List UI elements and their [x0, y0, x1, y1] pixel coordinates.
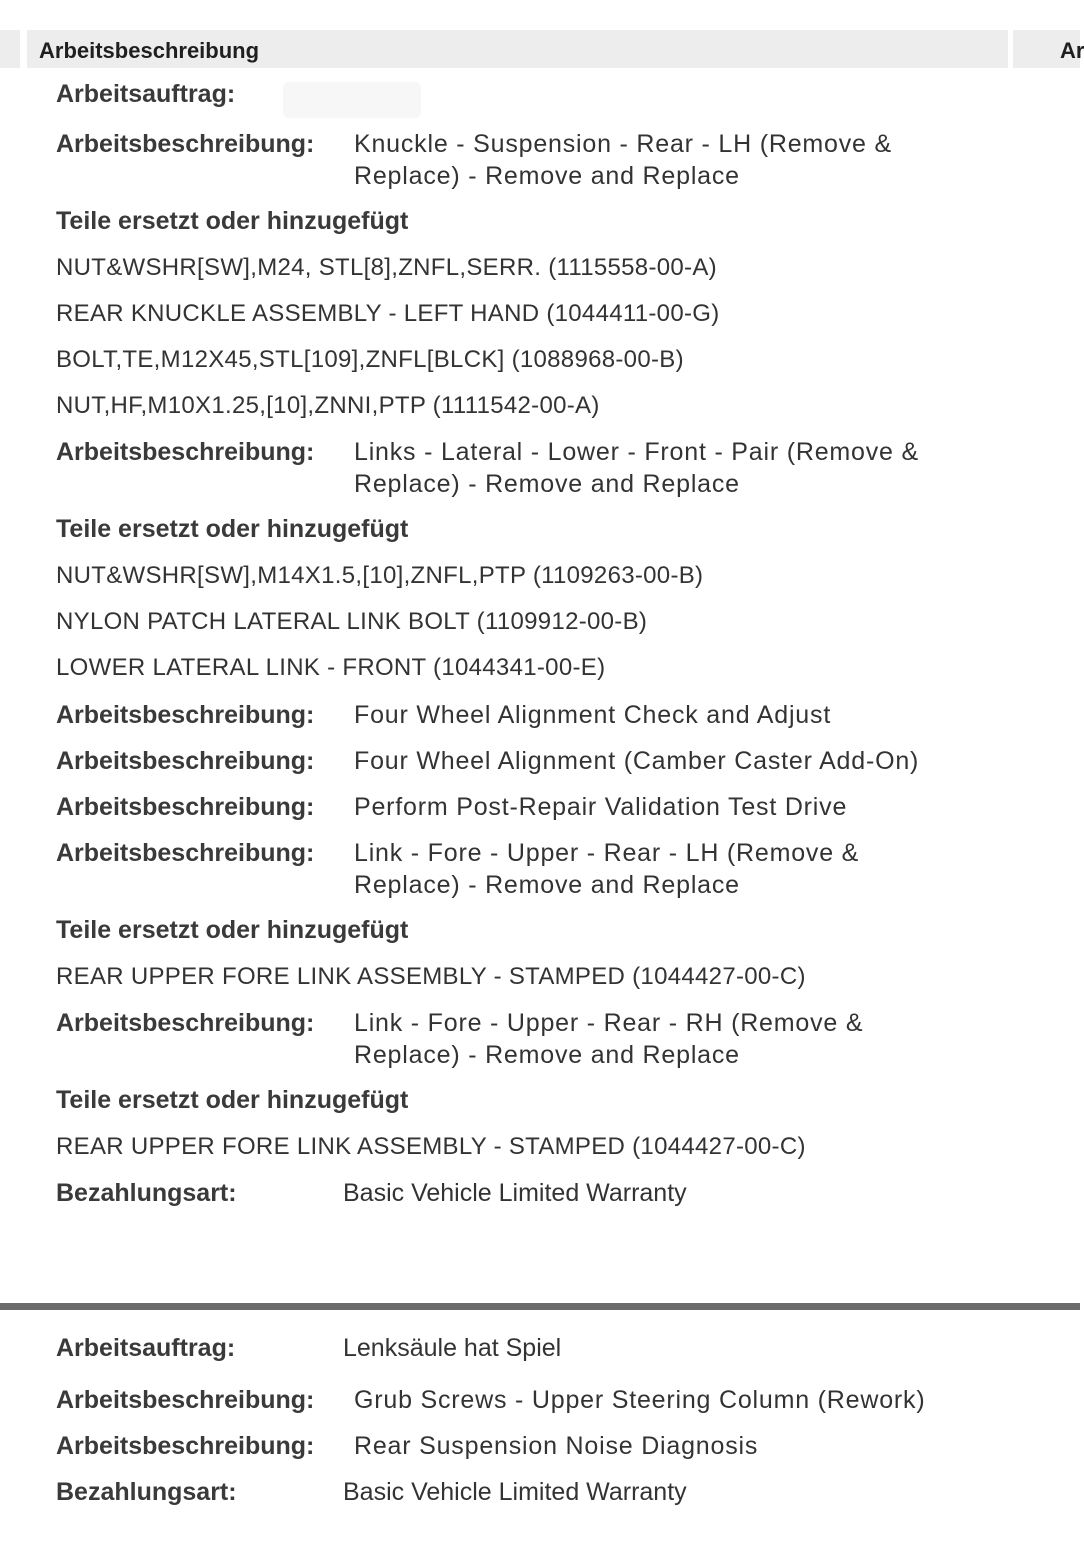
job-description-line: Replace) - Remove and Replace	[354, 162, 740, 190]
job-description-label: Arbeitsbeschreibung:	[56, 1432, 315, 1460]
job-description-label: Arbeitsbeschreibung:	[56, 1009, 315, 1037]
job-description-line: Perform Post-Repair Validation Test Drive	[354, 793, 848, 821]
job-description-line: Link - Fore - Upper - Rear - LH (Remove &	[354, 839, 860, 867]
work-order-label: Arbeitsauftrag:	[56, 80, 236, 108]
job-description-label: Arbeitsbeschreibung:	[56, 839, 315, 867]
job-description-label: Arbeitsbeschreibung:	[56, 793, 315, 821]
header-cell-right	[1013, 30, 1084, 68]
header-cell-main	[27, 30, 1008, 68]
payment-type-label: Bezahlungsart:	[56, 1179, 237, 1207]
job-description-line: Knuckle - Suspension - Rear - LH (Remove &	[354, 130, 892, 158]
parts-heading: Teile ersetzt oder hinzugefügt	[56, 916, 409, 944]
table-header	[0, 30, 1084, 68]
part-item: NUT&WSHR[SW],M14X1.5,[10],ZNFL,PTP (1109263-00-B)	[56, 562, 704, 589]
job-description-line: Link - Fore - Upper - Rear - RH (Remove &	[354, 1009, 864, 1037]
header-title: Arbeitsbeschreibung	[39, 38, 260, 63]
job-description-label: Arbeitsbeschreibung:	[56, 701, 315, 729]
job-description-label: Arbeitsbeschreibung:	[56, 130, 315, 158]
job-description-line: Four Wheel Alignment Check and Adjust	[354, 701, 832, 729]
job-description-label: Arbeitsbeschreibung:	[56, 438, 315, 466]
part-item: REAR UPPER FORE LINK ASSEMBLY - STAMPED (1044427-00-C)	[56, 963, 806, 990]
job-description-line: Rear Suspension Noise Diagnosis	[354, 1432, 759, 1460]
job-description-line: Four Wheel Alignment (Camber Caster Add-On)	[354, 747, 920, 775]
work-order-label: Arbeitsauftrag:	[56, 1334, 236, 1362]
parts-heading: Teile ersetzt oder hinzugefügt	[56, 1086, 409, 1114]
part-item: BOLT,TE,M12X45,STL[109],ZNFL[BLCK] (1088968-00-B)	[56, 346, 684, 373]
job-description-label: Arbeitsbeschreibung:	[56, 747, 315, 775]
header-right-title: Ar	[1060, 38, 1084, 63]
part-item: REAR UPPER FORE LINK ASSEMBLY - STAMPED (1044427-00-C)	[56, 1133, 806, 1160]
work-order-value: Lenksäule hat Spiel	[343, 1334, 562, 1362]
payment-type-value: Basic Vehicle Limited Warranty	[343, 1478, 687, 1506]
part-item: LOWER LATERAL LINK - FRONT (1044341-00-E)	[56, 654, 606, 681]
job-description-line: Replace) - Remove and Replace	[354, 470, 740, 498]
redacted-work-order-value	[283, 82, 421, 118]
job-description-line: Links - Lateral - Lower - Front - Pair (Remove &	[354, 438, 919, 466]
parts-heading: Teile ersetzt oder hinzugefügt	[56, 515, 409, 543]
job-description-line: Replace) - Remove and Replace	[354, 871, 740, 899]
job-description-label: Arbeitsbeschreibung:	[56, 1386, 315, 1414]
job-description-line: Grub Screws - Upper Steering Column (Rework)	[354, 1386, 926, 1414]
part-item: NUT&WSHR[SW],M24, STL[8],ZNFL,SERR. (1115558-00-A)	[56, 254, 717, 281]
parts-heading: Teile ersetzt oder hinzugefügt	[56, 207, 409, 235]
part-item: REAR KNUCKLE ASSEMBLY - LEFT HAND (1044411-00-G)	[56, 300, 720, 327]
payment-type-label: Bezahlungsart:	[56, 1478, 237, 1506]
part-item: NYLON PATCH LATERAL LINK BOLT (1109912-00-B)	[56, 608, 648, 635]
header-cell-left	[0, 30, 20, 68]
job-description-line: Replace) - Remove and Replace	[354, 1041, 740, 1069]
payment-type-value: Basic Vehicle Limited Warranty	[343, 1179, 687, 1207]
part-item: NUT,HF,M10X1.25,[10],ZNNI,PTP (1111542-00-A)	[56, 392, 600, 419]
section-divider	[0, 1303, 1080, 1310]
